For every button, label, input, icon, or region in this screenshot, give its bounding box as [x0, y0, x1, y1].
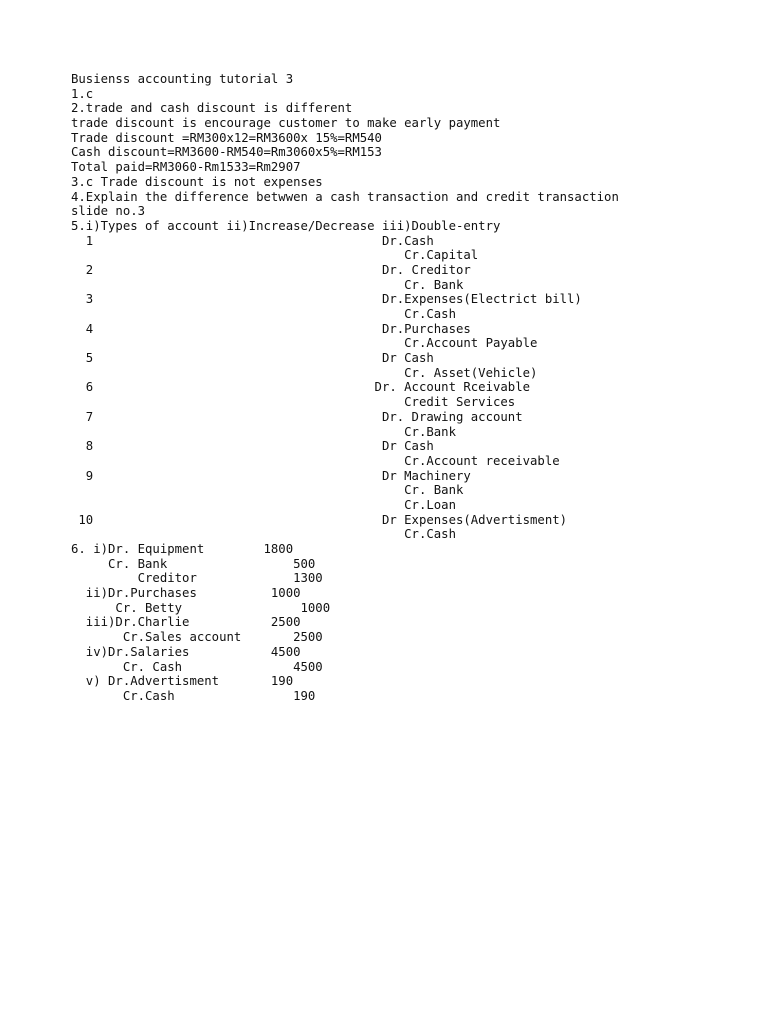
document-line: Cash discount=RM3600-RM540=Rm3060x5%=RM153: [71, 145, 382, 160]
document-line: Cr.Account Payable: [71, 336, 538, 351]
document-line: 2 Dr. Creditor: [71, 262, 471, 277]
document-line: slide no.3: [71, 204, 146, 219]
document-line: ii)Dr.Purchases 1000: [71, 586, 301, 601]
document-line: Busienss accounting tutorial 3: [71, 72, 294, 86]
document-line: 1 Dr.Cash: [71, 233, 434, 248]
document-line: Cr.Loan: [71, 497, 456, 512]
document-line: iii)Dr.Charlie 2500: [71, 615, 301, 630]
document-line: 10 Dr Expenses(Advertisment): [71, 512, 568, 527]
document-line: Cr.Cash: [71, 527, 456, 542]
document-line: Cr. Bank 500: [71, 556, 316, 571]
document-line: Total paid=RM3060-Rm1533=Rm2907: [71, 160, 301, 175]
document-line: 8 Dr Cash: [71, 439, 434, 454]
document-line: Cr. Betty 1000: [71, 600, 331, 615]
document-line: 4.Explain the difference betwwen a cash transaction and credit transaction: [71, 189, 619, 204]
document-line: 2.trade and cash discount is different: [71, 101, 353, 116]
document-line: 1.c: [71, 86, 94, 101]
document-line: Cr. Asset(Vehicle): [71, 365, 538, 380]
document-line: Cr.Capital: [71, 248, 479, 263]
document-body: [71, 72, 751, 704]
document-line: 7 Dr. Drawing account: [71, 409, 523, 424]
document-line: Trade discount =RM300x12=RM3600x 15%=RM540: [71, 130, 382, 145]
document-line: Cr. Cash 4500: [71, 659, 323, 674]
document-line: Cr.Cash: [71, 307, 456, 321]
document-line: Credit Services: [71, 395, 516, 410]
document-line: 6. i)Dr. Equipment 1800: [71, 542, 294, 556]
document-line: trade discount is encourage customer to make early payment: [71, 116, 501, 131]
document-line: 5 Dr Cash: [71, 351, 434, 366]
document-line: 5.i)Types of account ii)Increase/Decrease iii)Double-entry: [71, 218, 501, 233]
document-line: 3 Dr.Expenses(Electrict bill): [71, 292, 582, 307]
document-line: 9 Dr Machinery: [71, 468, 471, 483]
document-line: Creditor 1300: [71, 571, 323, 586]
document-line: 3.c Trade discount is not expenses: [71, 174, 323, 189]
document-line: Cr.Cash 190: [71, 688, 316, 703]
document-line: v) Dr.Advertisment 190: [71, 674, 294, 689]
document-line: Cr.Bank: [71, 424, 456, 439]
document-line: iv)Dr.Salaries 4500: [71, 644, 301, 659]
document-line: Cr. Bank: [71, 277, 464, 292]
document-line: Cr. Bank: [71, 483, 464, 498]
document-line: 6 Dr. Account Rceivable: [71, 380, 531, 395]
document-line: Cr.Sales account 2500: [71, 630, 323, 645]
document-line: 4 Dr.Purchases: [71, 321, 471, 336]
document-line: Cr.Account receivable: [71, 453, 560, 468]
